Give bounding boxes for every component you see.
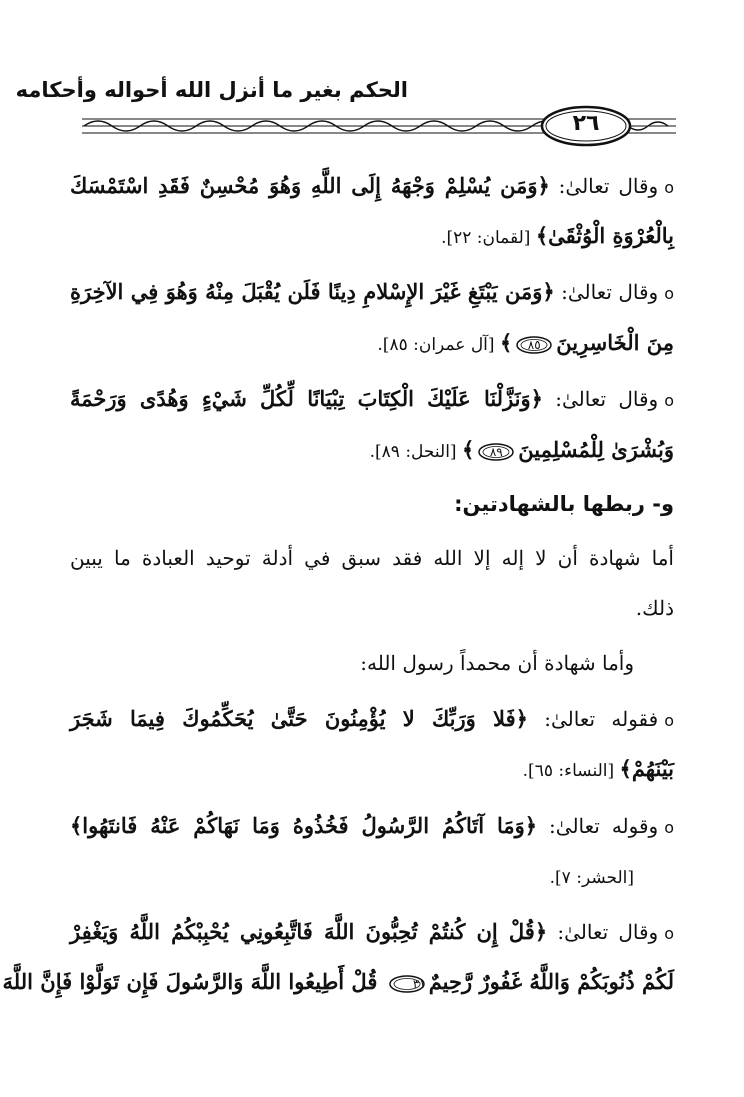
citation: [الحشر: ٧]. <box>549 868 634 888</box>
bullet-circle-icon: o <box>664 178 675 197</box>
text-line-3 <box>70 272 674 312</box>
bullet-circle-icon: o <box>664 391 674 410</box>
quran-text: بَيْنَهُمْ﴾ <box>619 756 674 781</box>
quran-bracket: ﴾ <box>499 330 513 355</box>
text-line-12 <box>70 749 674 789</box>
line-text: وقال تعالىٰ: <box>547 920 659 944</box>
text-line-7 <box>70 484 674 524</box>
text-line-4 <box>70 323 674 363</box>
citation: [لقمان: ٢٢]. <box>441 228 536 248</box>
quran-text: مِنَ الْخَاسِرِينَ <box>556 330 674 355</box>
text-line-13 <box>70 806 674 846</box>
text-line-11 <box>70 699 674 739</box>
ayah-number-marker-icon <box>515 335 553 355</box>
text-line-2 <box>70 216 674 256</box>
text-line-6 <box>70 430 674 470</box>
line-text: وقوله تعالىٰ: <box>537 814 659 838</box>
quran-text: وَبُشْرَىٰ لِلْمُسْلِمِينَ <box>518 437 674 462</box>
bullet-circle-icon: o <box>664 711 674 730</box>
line-text: وقال تعالىٰ: <box>554 280 659 304</box>
ayah-number: ٨٥ <box>527 337 541 352</box>
citation: [النحل: ٨٩]. <box>369 442 462 462</box>
quran-bracket: ﴾ <box>461 437 475 462</box>
citation: [آل عمران: ٨٥]. <box>377 335 500 355</box>
line-text: وقال تعالىٰ: <box>549 174 659 198</box>
quran-text: ﴿وَنَزَّلْنَا عَلَيْكَ الْكِتَابَ تِبْيَانًا لِّكُلِّ شَيْءٍ وَهُدًى وَرَحْمَةً <box>70 386 543 411</box>
ayah-number-marker-icon <box>477 442 515 462</box>
quran-text: ﴿وَمَن يُسْلِمْ وَجْهَهُ إِلَى اللَّهِ وَهُوَ مُحْسِنٌ فَقَدِ اسْتَمْسَكَ <box>70 173 550 198</box>
ayah-number: ٣١ <box>412 976 426 991</box>
bullet-circle-icon: o <box>664 284 674 303</box>
section-heading: و- ربطها بالشهادتين: <box>454 492 674 516</box>
text-line-5 <box>70 379 674 419</box>
text-line-8 <box>70 538 674 578</box>
line-text: وقال تعالىٰ: <box>542 387 659 411</box>
line-text: وأما شهادة أن محمداً رسول الله: <box>360 651 634 675</box>
page-number: ٢٦ <box>572 111 600 136</box>
bullet-circle-icon: o <box>664 818 674 837</box>
running-header-title: الحكم بغير ما أنزل الله أحواله وأحكامه <box>15 78 408 102</box>
quran-text: ﴿قُلْ إِن كُنتُمْ تُحِبُّونَ اللَّهَ فَاتَّبِعُونِي يُحْبِبْكُمُ اللَّهُ وَيَغْفِرْ <box>70 919 548 944</box>
line-text: ذلك. <box>635 596 674 620</box>
text-line-1 <box>70 166 674 206</box>
quran-text: لَكُمْ ذُنُوبَكُمْ وَاللَّهُ غَفُورٌ رَّحِيمٌ <box>428 969 674 994</box>
quran-text: قُلْ أَطِيعُوا اللَّهَ وَالرَّسُولَ فَإِن تَوَلَّوْا فَإِنَّ اللَّهَ <box>2 969 385 994</box>
citation: [النساء: ٦٥]. <box>522 761 620 781</box>
bullet-circle-icon: o <box>664 924 674 943</box>
ayah-number: ٨٩ <box>489 444 503 459</box>
line-text: فقوله تعالىٰ: <box>527 707 659 731</box>
text-line-16 <box>2 962 674 1002</box>
text-line-14 <box>70 856 634 896</box>
text-line-10 <box>70 643 634 683</box>
text-line-9 <box>70 588 674 628</box>
line-text: أما شهادة أن لا إله إلا الله فقد سبق في أدلة توحيد العبادة ما يبين <box>70 546 674 570</box>
quran-text: بِالْعُرْوَةِ الْوُثْقَىٰ﴾ <box>535 223 674 248</box>
quran-text: ﴿فَلا وَرَبِّكَ لا يُؤْمِنُونَ حَتَّىٰ يُحَكِّمُوكَ فِيمَا شَجَرَ <box>70 706 528 731</box>
quran-text: ﴿وَمَن يَبْتَغِ غَيْرَ الإِسْلامِ دِينًا فَلَن يُقْبَلَ مِنْهُ وَهُوَ فِي الآخِرَةِ <box>70 279 555 304</box>
quran-text: ﴿وَمَا آتَاكُمُ الرَّسُولُ فَخُذُوهُ وَمَا نَهَاكُمْ عَنْهُ فَانتَهُوا﴾ <box>70 813 538 838</box>
text-line-15 <box>70 912 674 952</box>
ayah-number-marker-icon <box>388 974 426 994</box>
